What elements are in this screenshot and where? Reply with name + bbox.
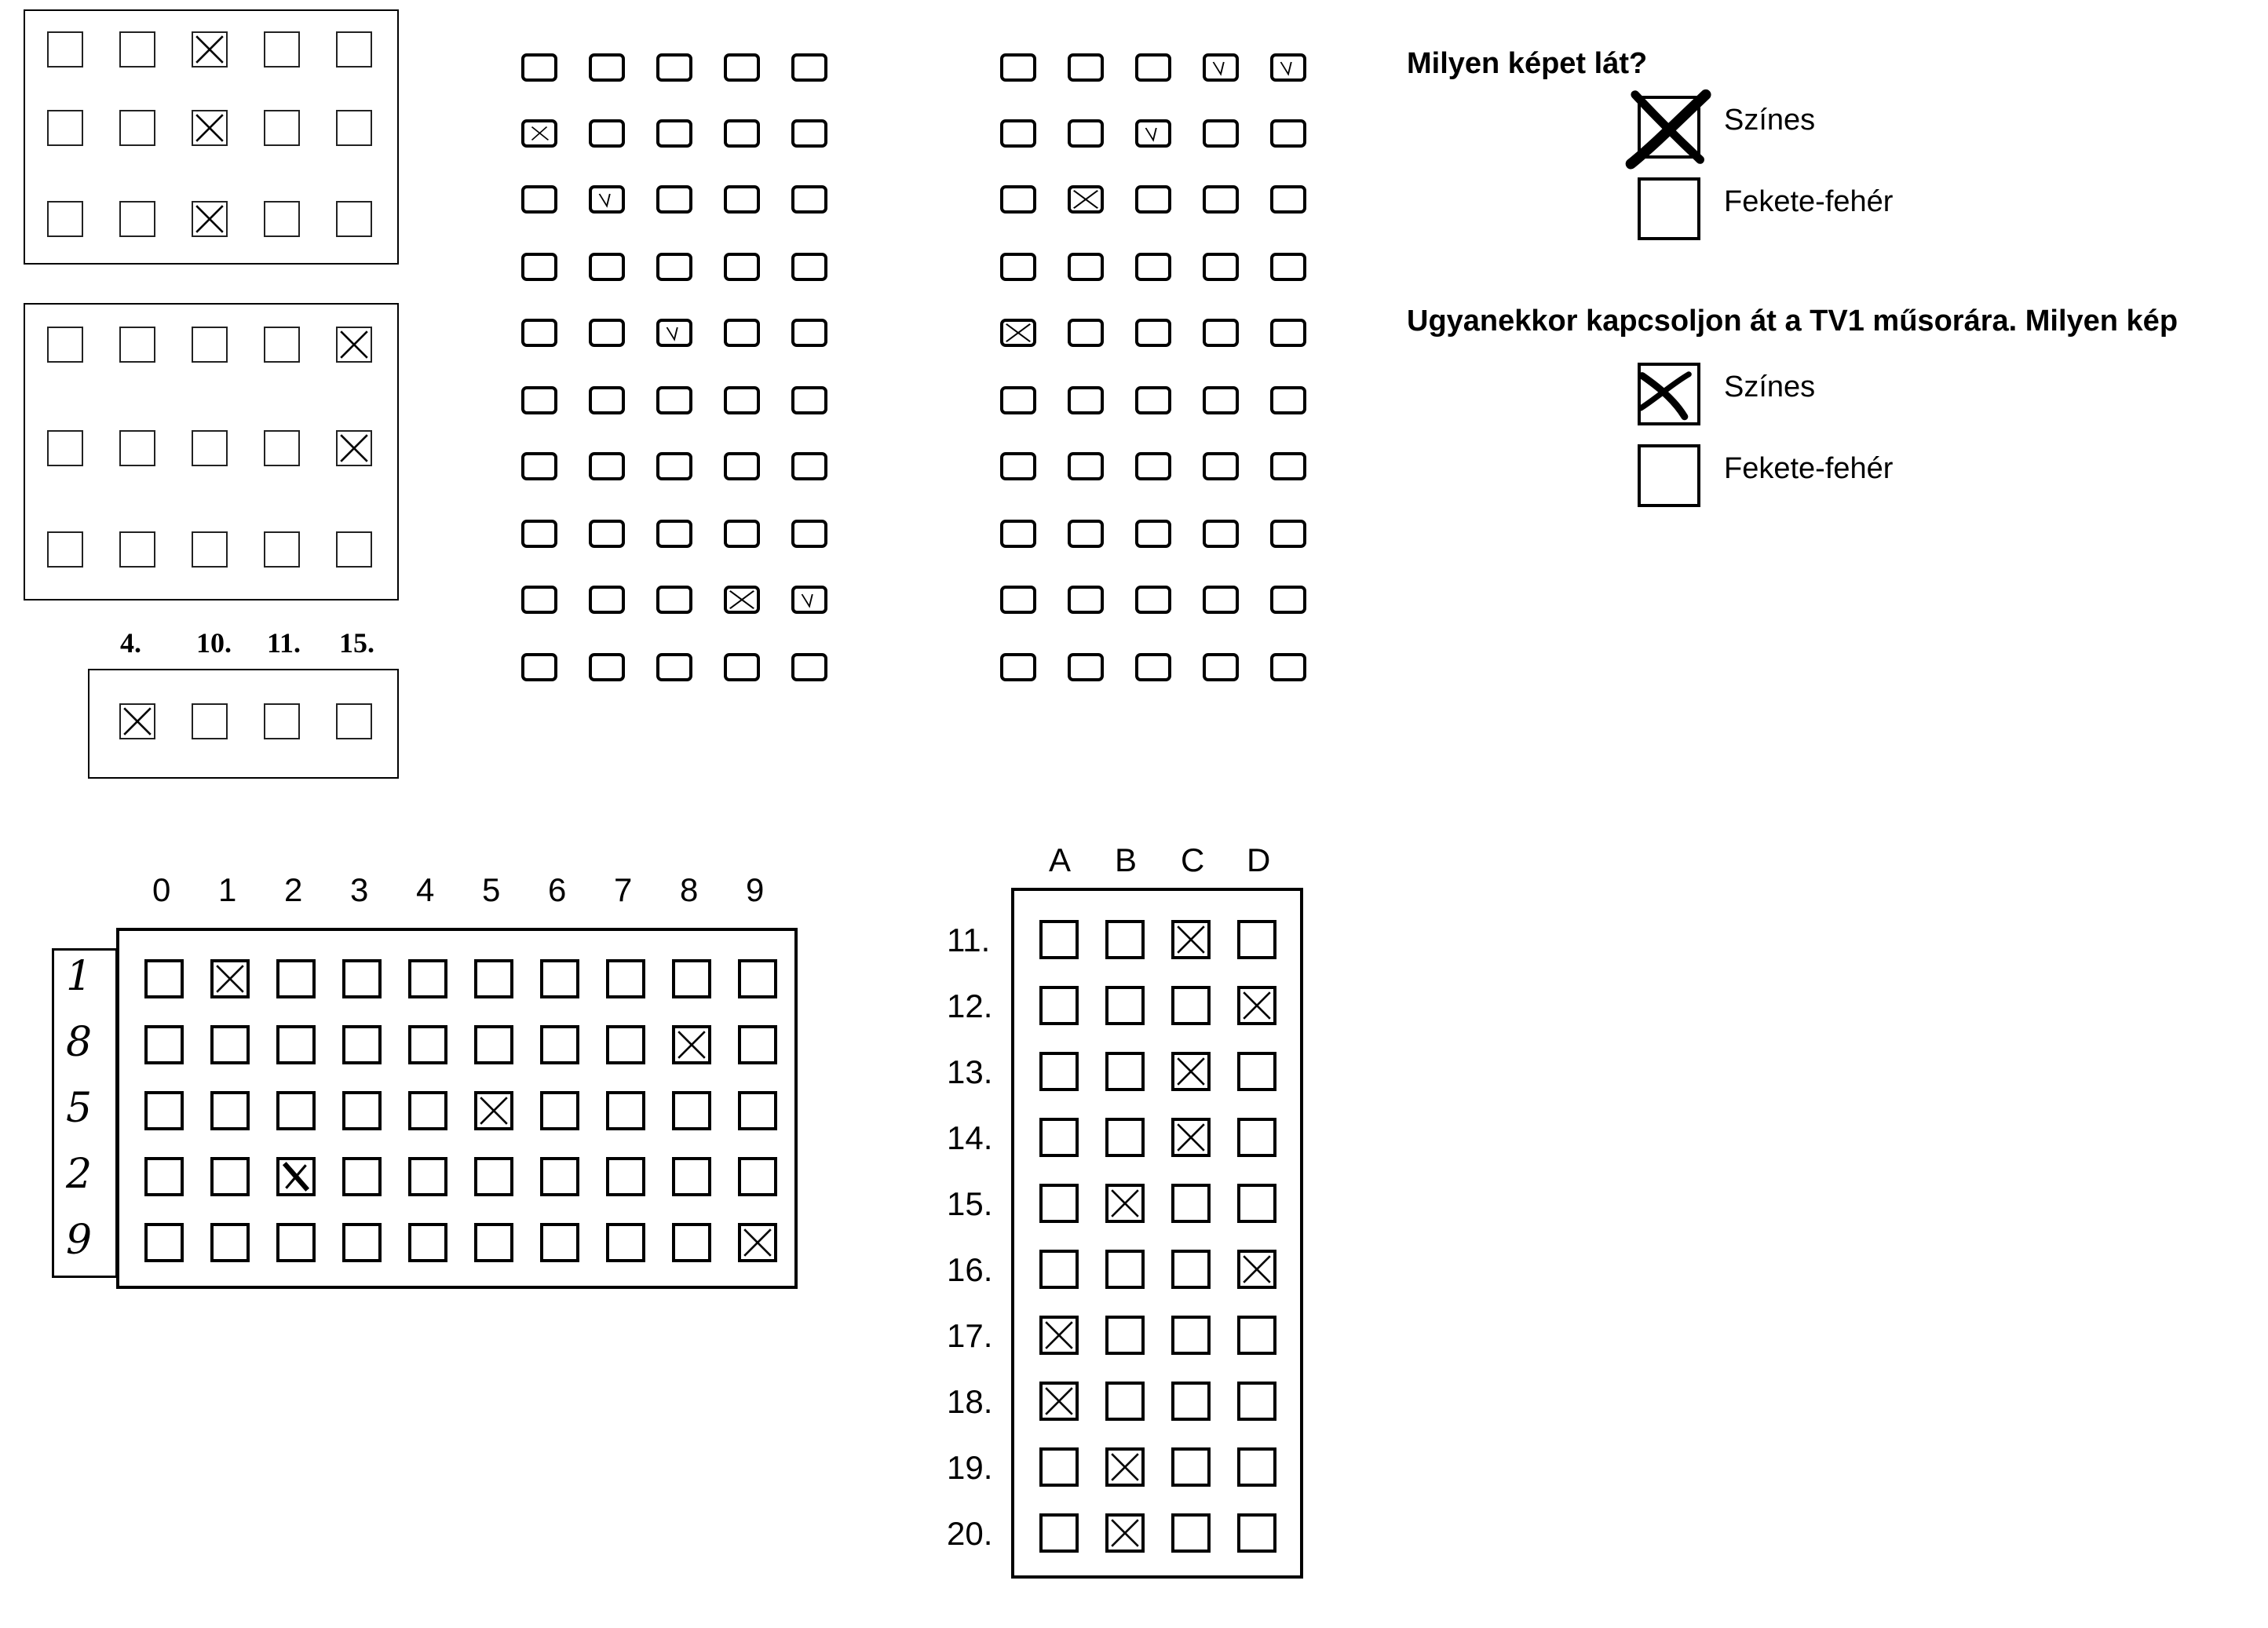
digit-checkbox[interactable] bbox=[342, 1223, 382, 1262]
answer-checkbox-marked[interactable] bbox=[1171, 1118, 1211, 1157]
checkbox[interactable] bbox=[791, 452, 827, 480]
checkbox[interactable] bbox=[1135, 386, 1171, 414]
checkbox[interactable] bbox=[192, 430, 228, 466]
column-header: 9 bbox=[746, 871, 765, 908]
checkbox[interactable] bbox=[264, 531, 300, 568]
answer-checkbox[interactable] bbox=[1105, 986, 1145, 1025]
digit-checkbox[interactable] bbox=[540, 1025, 579, 1064]
answer-checkbox[interactable] bbox=[1105, 1052, 1145, 1091]
checkbox[interactable] bbox=[1203, 586, 1239, 614]
checkbox[interactable] bbox=[656, 653, 692, 681]
answer-checkbox[interactable] bbox=[1171, 1447, 1211, 1487]
column-header: 1 bbox=[218, 871, 237, 908]
checkbox[interactable] bbox=[1068, 653, 1104, 681]
checkbox[interactable] bbox=[1270, 520, 1306, 548]
checkbox[interactable] bbox=[724, 386, 760, 414]
checkbox[interactable] bbox=[1135, 653, 1171, 681]
checkbox[interactable] bbox=[791, 653, 827, 681]
checkbox[interactable] bbox=[119, 201, 155, 237]
checkbox[interactable] bbox=[521, 586, 557, 614]
column-header: A bbox=[1049, 841, 1072, 878]
checkbox[interactable] bbox=[589, 386, 625, 414]
answer-checkbox[interactable] bbox=[1105, 1118, 1145, 1157]
checkbox[interactable] bbox=[1203, 520, 1239, 548]
checkbox[interactable] bbox=[521, 386, 557, 414]
checkbox[interactable] bbox=[656, 253, 692, 281]
checkbox[interactable] bbox=[589, 452, 625, 480]
checkbox[interactable] bbox=[791, 253, 827, 281]
checkbox[interactable] bbox=[1000, 119, 1036, 148]
column-header: 8 bbox=[680, 871, 699, 908]
digit-checkbox-marked[interactable] bbox=[474, 1091, 513, 1130]
checkbox[interactable] bbox=[47, 110, 83, 146]
checkbox[interactable] bbox=[1135, 319, 1171, 347]
digit-checkbox[interactable] bbox=[672, 1223, 711, 1262]
digit-checkbox-marked[interactable] bbox=[276, 1157, 316, 1196]
checkbox[interactable] bbox=[521, 653, 557, 681]
checkbox[interactable] bbox=[724, 253, 760, 281]
answer-checkbox[interactable] bbox=[1171, 1316, 1211, 1355]
color-option-label: Színes bbox=[1724, 370, 1816, 403]
answer-checkbox[interactable] bbox=[1237, 1052, 1276, 1091]
digit-checkbox[interactable] bbox=[342, 1025, 382, 1064]
column-header: C bbox=[1181, 841, 1205, 878]
checkbox[interactable] bbox=[1068, 452, 1104, 480]
checkbox[interactable] bbox=[589, 520, 625, 548]
checkbox[interactable] bbox=[724, 119, 760, 148]
digit-checkbox[interactable] bbox=[276, 1223, 316, 1262]
answer-checkbox[interactable] bbox=[1039, 1250, 1079, 1289]
row-number: 18. bbox=[947, 1383, 993, 1420]
checkbox[interactable] bbox=[589, 319, 625, 347]
checkbox-marked[interactable] bbox=[1000, 319, 1036, 347]
digit-checkbox[interactable] bbox=[474, 959, 513, 998]
checkbox[interactable] bbox=[521, 185, 557, 214]
bw-option-checkbox[interactable] bbox=[1638, 177, 1700, 240]
checkbox-marked[interactable] bbox=[521, 119, 557, 148]
checkbox[interactable] bbox=[656, 386, 692, 414]
column-header: 5 bbox=[482, 871, 501, 908]
checkbox[interactable] bbox=[47, 430, 83, 466]
checkbox[interactable] bbox=[521, 452, 557, 480]
digit-checkbox[interactable] bbox=[606, 1025, 645, 1064]
checkbox[interactable] bbox=[264, 703, 300, 739]
checkbox[interactable] bbox=[264, 327, 300, 363]
checkbox[interactable] bbox=[589, 119, 625, 148]
answer-checkbox[interactable] bbox=[1237, 1118, 1276, 1157]
checkbox[interactable] bbox=[656, 53, 692, 82]
question-title: Ugyanekkor kapcsoljon át a TV1 műsorára. Milyen kép bbox=[1407, 305, 2179, 338]
answer-checkbox-marked[interactable] bbox=[1237, 986, 1276, 1025]
checkbox[interactable] bbox=[119, 31, 155, 68]
checkbox[interactable] bbox=[119, 110, 155, 146]
checkbox[interactable] bbox=[656, 520, 692, 548]
answer-checkbox-marked[interactable] bbox=[1171, 1052, 1211, 1091]
digit-checkbox[interactable] bbox=[144, 1223, 184, 1262]
digit-checkbox[interactable] bbox=[144, 1157, 184, 1196]
checkbox-marked[interactable] bbox=[192, 201, 228, 237]
answer-checkbox-marked[interactable] bbox=[1171, 920, 1211, 959]
question-title: Milyen képet lát? bbox=[1407, 47, 1648, 80]
answer-checkbox[interactable] bbox=[1171, 1250, 1211, 1289]
checkbox[interactable] bbox=[1068, 386, 1104, 414]
checkbox[interactable] bbox=[1000, 520, 1036, 548]
checkbox[interactable] bbox=[1135, 520, 1171, 548]
checkbox[interactable] bbox=[1203, 319, 1239, 347]
checkbox-marked[interactable] bbox=[656, 319, 692, 347]
digit-checkbox[interactable] bbox=[672, 959, 711, 998]
checkbox[interactable] bbox=[1203, 119, 1239, 148]
checkbox[interactable] bbox=[791, 520, 827, 548]
checkbox[interactable] bbox=[1270, 119, 1306, 148]
checkbox[interactable] bbox=[1270, 386, 1306, 414]
digit-checkbox[interactable] bbox=[408, 1157, 447, 1196]
checkbox[interactable] bbox=[1068, 319, 1104, 347]
checkbox[interactable] bbox=[264, 31, 300, 68]
checkbox[interactable] bbox=[119, 327, 155, 363]
digit-checkbox[interactable] bbox=[540, 1091, 579, 1130]
checkbox[interactable] bbox=[656, 586, 692, 614]
digit-checkbox[interactable] bbox=[342, 1091, 382, 1130]
checkbox[interactable] bbox=[47, 31, 83, 68]
checkbox-marked[interactable] bbox=[589, 185, 625, 214]
column-header: 7 bbox=[614, 871, 633, 908]
checkbox[interactable] bbox=[724, 185, 760, 214]
checkbox[interactable] bbox=[1203, 253, 1239, 281]
checkbox[interactable] bbox=[589, 586, 625, 614]
checkbox[interactable] bbox=[656, 119, 692, 148]
answer-checkbox[interactable] bbox=[1237, 1513, 1276, 1553]
checkbox-marked[interactable] bbox=[192, 31, 228, 68]
digit-checkbox[interactable] bbox=[276, 1025, 316, 1064]
checkbox[interactable] bbox=[1270, 253, 1306, 281]
checkbox-marked[interactable] bbox=[1135, 119, 1171, 148]
checkbox[interactable] bbox=[264, 430, 300, 466]
checkbox[interactable] bbox=[724, 53, 760, 82]
column-label: 10. bbox=[196, 627, 232, 659]
checkbox[interactable] bbox=[656, 185, 692, 214]
checkbox[interactable] bbox=[1270, 586, 1306, 614]
answer-checkbox[interactable] bbox=[1105, 1382, 1145, 1421]
checkbox-marked[interactable] bbox=[192, 110, 228, 146]
digit-checkbox[interactable] bbox=[276, 959, 316, 998]
checkbox[interactable] bbox=[1135, 53, 1171, 82]
digit-checkbox[interactable] bbox=[474, 1025, 513, 1064]
checkbox-marked[interactable] bbox=[119, 703, 155, 739]
digit-checkbox[interactable] bbox=[144, 1091, 184, 1130]
checkbox[interactable] bbox=[1068, 520, 1104, 548]
checkbox[interactable] bbox=[1135, 452, 1171, 480]
bw-option-label: Fekete-fehér bbox=[1724, 452, 1894, 485]
checkbox[interactable] bbox=[521, 319, 557, 347]
handwritten-digit: 9 bbox=[66, 1217, 93, 1264]
answer-checkbox[interactable] bbox=[1039, 1447, 1079, 1487]
column-header: B bbox=[1115, 841, 1138, 878]
checkbox[interactable] bbox=[1270, 185, 1306, 214]
checkbox[interactable] bbox=[589, 653, 625, 681]
checkbox[interactable] bbox=[791, 386, 827, 414]
answer-checkbox[interactable] bbox=[1039, 1513, 1079, 1553]
checkbox[interactable] bbox=[1000, 653, 1036, 681]
digit-checkbox[interactable] bbox=[408, 1091, 447, 1130]
answer-checkbox[interactable] bbox=[1105, 1316, 1145, 1355]
row-number: 12. bbox=[947, 987, 993, 1024]
checkbox[interactable] bbox=[1270, 452, 1306, 480]
digit-checkbox[interactable] bbox=[408, 1025, 447, 1064]
checkbox[interactable] bbox=[1203, 185, 1239, 214]
answer-checkbox[interactable] bbox=[1171, 986, 1211, 1025]
digit-checkbox[interactable] bbox=[738, 1091, 777, 1130]
answer-checkbox[interactable] bbox=[1237, 920, 1276, 959]
checkbox[interactable] bbox=[192, 531, 228, 568]
digit-checkbox[interactable] bbox=[606, 1091, 645, 1130]
checkbox[interactable] bbox=[336, 201, 372, 237]
checkbox[interactable] bbox=[1068, 253, 1104, 281]
column-header: 2 bbox=[284, 871, 303, 908]
answer-checkbox[interactable] bbox=[1039, 986, 1079, 1025]
digit-checkbox[interactable] bbox=[606, 1223, 645, 1262]
digit-checkbox[interactable] bbox=[408, 1223, 447, 1262]
answer-checkbox-marked[interactable] bbox=[1039, 1316, 1079, 1355]
answer-checkbox[interactable] bbox=[1039, 1184, 1079, 1223]
digit-checkbox[interactable] bbox=[342, 1157, 382, 1196]
digit-checkbox[interactable] bbox=[474, 1157, 513, 1196]
color-option-checkbox[interactable] bbox=[1638, 363, 1700, 425]
checkbox[interactable] bbox=[264, 110, 300, 146]
answer-checkbox-marked[interactable] bbox=[1039, 1382, 1079, 1421]
digit-checkbox[interactable] bbox=[540, 959, 579, 998]
checkbox[interactable] bbox=[1270, 319, 1306, 347]
digit-checkbox[interactable] bbox=[738, 1025, 777, 1064]
column-label: 15. bbox=[339, 627, 374, 659]
column-header: 4 bbox=[416, 871, 435, 908]
checkbox-marked[interactable] bbox=[1270, 53, 1306, 82]
checkbox[interactable] bbox=[336, 31, 372, 68]
digit-checkbox[interactable] bbox=[540, 1223, 579, 1262]
checkbox[interactable] bbox=[1068, 53, 1104, 82]
digit-checkbox[interactable] bbox=[144, 1025, 184, 1064]
checkbox[interactable] bbox=[1135, 586, 1171, 614]
checkbox[interactable] bbox=[1135, 253, 1171, 281]
column-label: 4. bbox=[120, 627, 141, 659]
checkbox[interactable] bbox=[1000, 586, 1036, 614]
checkbox[interactable] bbox=[336, 110, 372, 146]
row-number: 17. bbox=[947, 1317, 993, 1354]
row-number: 14. bbox=[947, 1119, 993, 1156]
checkbox[interactable] bbox=[47, 531, 83, 568]
checkbox-marked[interactable] bbox=[791, 586, 827, 614]
answer-checkbox-marked[interactable] bbox=[1105, 1447, 1145, 1487]
checkbox[interactable] bbox=[589, 53, 625, 82]
answer-checkbox[interactable] bbox=[1171, 1513, 1211, 1553]
color-option-label: Színes bbox=[1724, 104, 1816, 137]
checkbox[interactable] bbox=[521, 53, 557, 82]
answer-checkbox-marked[interactable] bbox=[1105, 1184, 1145, 1223]
checkbox[interactable] bbox=[724, 319, 760, 347]
checkbox[interactable] bbox=[47, 327, 83, 363]
checkbox[interactable] bbox=[119, 430, 155, 466]
digit-checkbox[interactable] bbox=[606, 1157, 645, 1196]
bw-option-checkbox[interactable] bbox=[1638, 444, 1700, 507]
checkbox[interactable] bbox=[589, 253, 625, 281]
checkbox[interactable] bbox=[791, 185, 827, 214]
digit-checkbox-marked[interactable] bbox=[672, 1025, 711, 1064]
checkbox[interactable] bbox=[1068, 586, 1104, 614]
digit-checkbox[interactable] bbox=[210, 1025, 250, 1064]
checkbox[interactable] bbox=[1000, 53, 1036, 82]
checkbox-marked[interactable] bbox=[336, 327, 372, 363]
answer-checkbox[interactable] bbox=[1171, 1382, 1211, 1421]
checkbox-marked[interactable] bbox=[336, 430, 372, 466]
digit-checkbox[interactable] bbox=[738, 1157, 777, 1196]
answer-checkbox[interactable] bbox=[1237, 1382, 1276, 1421]
row-number: 16. bbox=[947, 1251, 993, 1288]
column-header: D bbox=[1247, 841, 1271, 878]
answer-checkbox[interactable] bbox=[1171, 1184, 1211, 1223]
column-label: 11. bbox=[267, 627, 301, 659]
column-header: 0 bbox=[152, 871, 171, 908]
checkbox[interactable] bbox=[264, 201, 300, 237]
checkbox-marked[interactable] bbox=[724, 586, 760, 614]
checkbox[interactable] bbox=[1000, 452, 1036, 480]
row-number: 20. bbox=[947, 1515, 993, 1552]
answer-checkbox[interactable] bbox=[1105, 1250, 1145, 1289]
checkbox[interactable] bbox=[791, 119, 827, 148]
checkbox[interactable] bbox=[724, 520, 760, 548]
checkbox[interactable] bbox=[336, 531, 372, 568]
answer-checkbox-marked[interactable] bbox=[1105, 1513, 1145, 1553]
checkbox[interactable] bbox=[119, 531, 155, 568]
checkbox[interactable] bbox=[724, 452, 760, 480]
checkbox-marked[interactable] bbox=[1068, 185, 1104, 214]
digit-checkbox[interactable] bbox=[144, 959, 184, 998]
answer-checkbox[interactable] bbox=[1039, 1052, 1079, 1091]
digit-checkbox[interactable] bbox=[474, 1223, 513, 1262]
checkbox[interactable] bbox=[521, 253, 557, 281]
answer-checkbox[interactable] bbox=[1039, 1118, 1079, 1157]
digit-checkbox[interactable] bbox=[210, 1157, 250, 1196]
digit-checkbox[interactable] bbox=[672, 1091, 711, 1130]
checkbox[interactable] bbox=[1000, 185, 1036, 214]
handwritten-digit: 5 bbox=[66, 1085, 93, 1132]
checkbox[interactable] bbox=[1068, 119, 1104, 148]
checkbox[interactable] bbox=[1000, 253, 1036, 281]
checkbox[interactable] bbox=[192, 703, 228, 739]
row-number: 15. bbox=[947, 1185, 993, 1222]
checkbox[interactable] bbox=[192, 327, 228, 363]
digit-checkbox[interactable] bbox=[408, 959, 447, 998]
digit-checkbox[interactable] bbox=[342, 959, 382, 998]
checkbox[interactable] bbox=[521, 520, 557, 548]
checkbox[interactable] bbox=[724, 653, 760, 681]
column-header: 3 bbox=[350, 871, 369, 908]
row-number: 13. bbox=[947, 1053, 993, 1090]
answer-checkbox[interactable] bbox=[1237, 1184, 1276, 1223]
digit-checkbox[interactable] bbox=[210, 1223, 250, 1262]
answer-checkbox[interactable] bbox=[1237, 1316, 1276, 1355]
row-number: 19. bbox=[947, 1449, 993, 1486]
checkbox-marked[interactable] bbox=[1203, 53, 1239, 82]
digit-checkbox[interactable] bbox=[738, 959, 777, 998]
checkbox[interactable] bbox=[791, 319, 827, 347]
handwritten-digit: 8 bbox=[66, 1019, 93, 1066]
checkbox[interactable] bbox=[336, 703, 372, 739]
row-number: 11. bbox=[947, 922, 991, 958]
digit-checkbox[interactable] bbox=[276, 1091, 316, 1130]
digit-checkbox[interactable] bbox=[210, 1091, 250, 1130]
answer-checkbox[interactable] bbox=[1237, 1447, 1276, 1487]
color-option-checkbox[interactable] bbox=[1638, 96, 1700, 159]
checkbox[interactable] bbox=[656, 452, 692, 480]
digit-checkbox[interactable] bbox=[540, 1157, 579, 1196]
digit-checkbox[interactable] bbox=[672, 1157, 711, 1196]
digit-checkbox-marked[interactable] bbox=[210, 959, 250, 998]
handwritten-digit: 2 bbox=[66, 1151, 93, 1198]
checkbox[interactable] bbox=[47, 201, 83, 237]
column-header: 6 bbox=[548, 871, 567, 908]
bw-option-label: Fekete-fehér bbox=[1724, 185, 1894, 218]
answer-checkbox[interactable] bbox=[1105, 920, 1145, 959]
checkbox[interactable] bbox=[1270, 653, 1306, 681]
checkbox[interactable] bbox=[1203, 653, 1239, 681]
answer-checkbox-marked[interactable] bbox=[1237, 1250, 1276, 1289]
checkbox[interactable] bbox=[1203, 386, 1239, 414]
checkbox[interactable] bbox=[791, 53, 827, 82]
checkbox[interactable] bbox=[1135, 185, 1171, 214]
checkbox[interactable] bbox=[1000, 386, 1036, 414]
checkbox[interactable] bbox=[1203, 452, 1239, 480]
digit-checkbox-marked[interactable] bbox=[738, 1223, 777, 1262]
handwritten-digit: 1 bbox=[66, 953, 93, 1000]
digit-checkbox[interactable] bbox=[606, 959, 645, 998]
answer-checkbox[interactable] bbox=[1039, 920, 1079, 959]
